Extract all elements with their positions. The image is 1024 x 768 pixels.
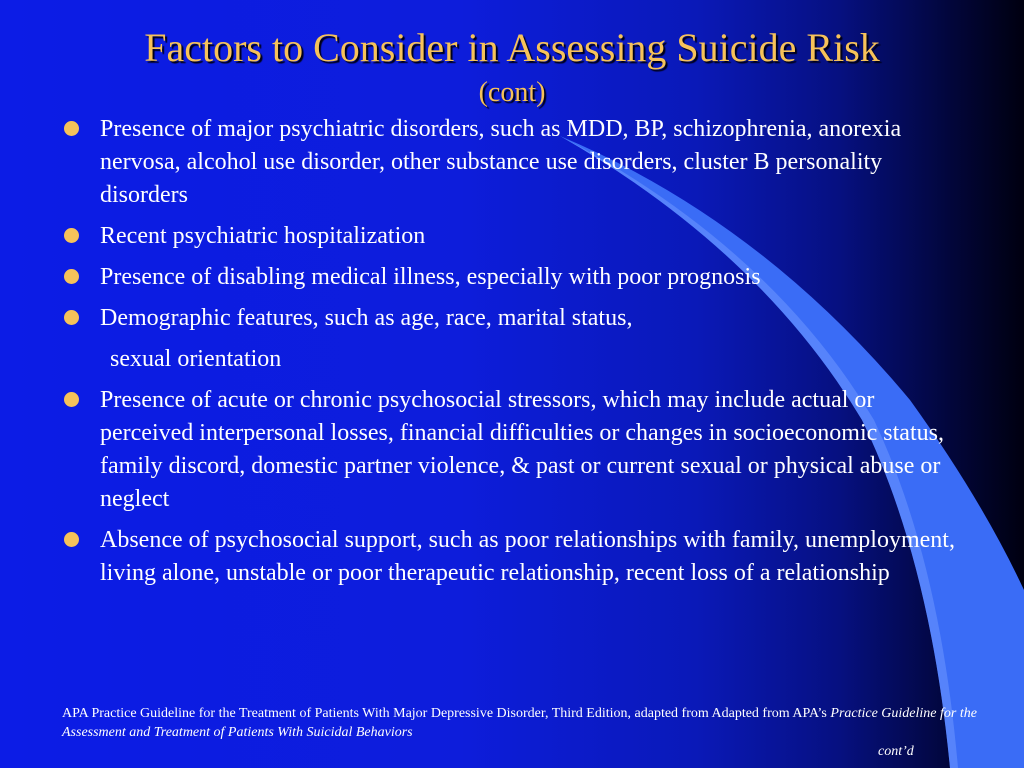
bullet-continuation [62, 343, 962, 376]
bullet-item [62, 384, 962, 516]
continued-note: cont’d [878, 744, 914, 759]
bullet-dot-icon [64, 392, 79, 407]
bullet-dot-icon [64, 121, 79, 136]
slide-title: Factors to Consider in Assessing Suicide Risk [144, 25, 880, 70]
bullet-dot-icon [64, 228, 79, 243]
bullet-item [62, 113, 962, 212]
bullet-item [62, 220, 962, 253]
citation-italic-title: Practice Guideline for the Assessment and Treatment of Patients With Suicidal Behaviors [62, 706, 977, 740]
bullet-dot-icon [64, 269, 79, 284]
bullet-text: Demographic features, such as age, race, marital status, [100, 305, 633, 331]
bullet-continuation-text: sexual orientation [110, 346, 282, 372]
bullet-dot-icon [64, 310, 79, 325]
bullet-item [62, 524, 962, 590]
bullet-item [62, 302, 962, 335]
bullet-list [62, 113, 962, 598]
slide-subtitle: (cont) [478, 77, 546, 108]
bullet-text: Recent psychiatric hospitalization [100, 223, 426, 249]
bullet-text: Presence of major psychiatric disorders, such as MDD, BP, schizophrenia, anorexia nervosa, alcohol use disorder, other substance use disorders, cluster B personality disorders [100, 116, 902, 208]
citation-text: APA Practice Guideline for the Treatment of Patients With Major Depressive Disorder, Third Edition, adapted from Adapted from APA’s [62, 706, 827, 721]
bullet-text: Absence of psychosocial support, such as poor relationships with family, unemployment, living alone, unstable or poor therapeutic relationship, recent loss of a relationship [100, 527, 955, 586]
bullet-text: Presence of acute or chronic psychosocial stressors, which may include actual or perceived interpersonal losses, financial difficulties or changes in socioeconomic status, family discord, domestic partner violence, & past or current sexual or physical abuse or neglect [100, 387, 944, 512]
citation [62, 704, 982, 742]
bullet-item [62, 261, 962, 294]
bullet-dot-icon [64, 532, 79, 547]
bullet-text: Presence of disabling medical illness, especially with poor prognosis [100, 264, 761, 290]
